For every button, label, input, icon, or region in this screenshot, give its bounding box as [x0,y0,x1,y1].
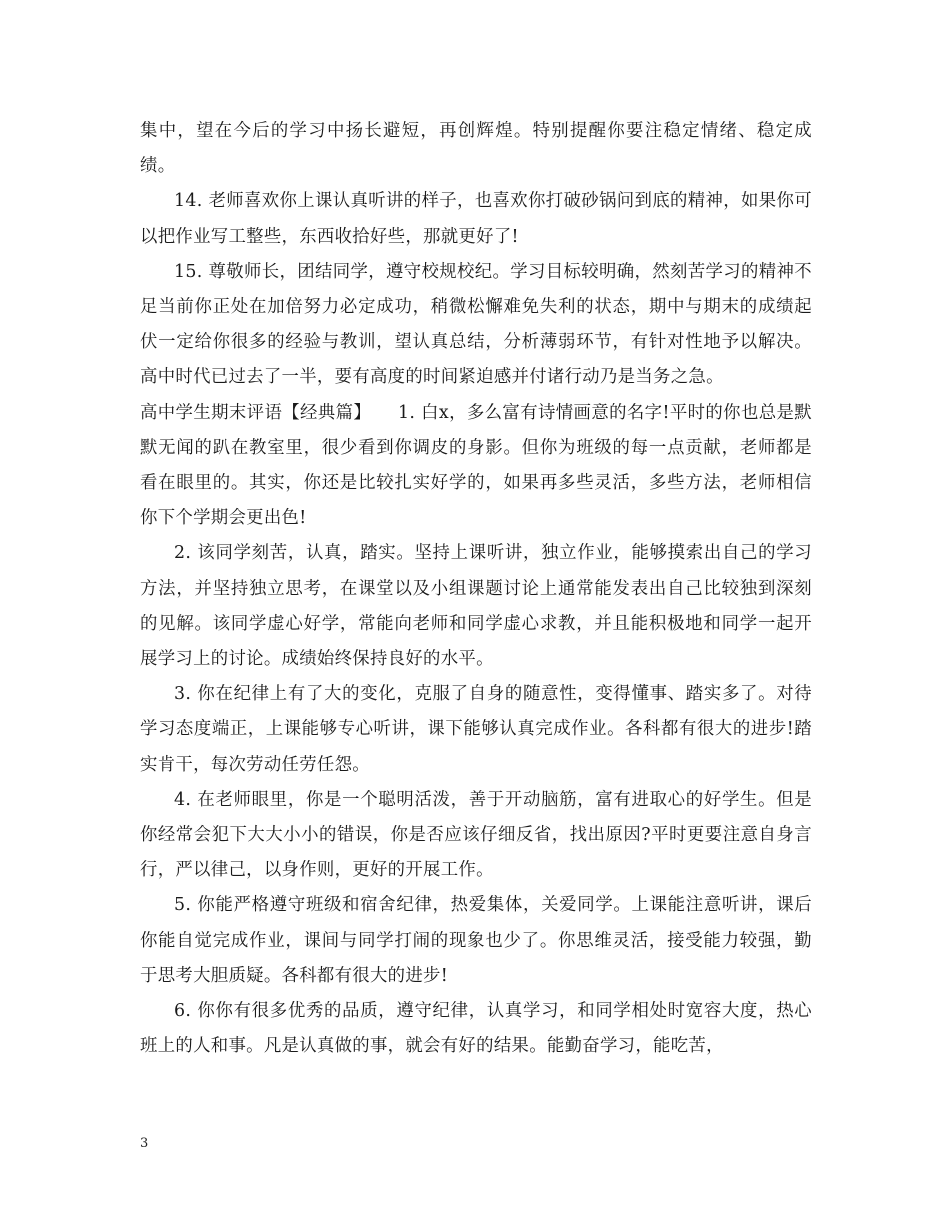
page-number: 3 [140,1136,149,1151]
section-heading-paragraph: 高中学生期末评语【经典篇】 1. 白x，多么富有诗情画意的名字!平时的你也总是默默无闻的趴在教室里，很少看到你调皮的身影。但你为班级的每一点贡献，老师都是看在眼里的。其实，你还是比较扎实好学的，如果再多些灵活，多些方法，老师相信你下个学期会更出色! [140,402,812,529]
paragraph-item-5: 5. 你能严格遵守班级和宿舍纪律，热爱集体，关爱同学。上课能注意听讲，课后你能自觉完成作业，课间与同学打闹的现象也少了。你思维灵活，接受能力较强，勤于思考大胆质疑。各科都有很大的进步! [140,895,812,986]
paragraph-item-15: 15. 尊敬师长，团结同学，遵守校规校纪。学习目标较明确，然刻苦学习的精神不足当前你正处在加倍努力必定成功，稍微松懈难免失利的状态，期中与期末的成绩起伏一定给你很多的经验与教训，望认真总结，分析薄弱环节，有针对性地予以解决。高中时代已过去了一半，要有高度的时间紧迫感并付诸行动乃是当务之急。 [140,261,812,388]
paragraph-item-2: 2. 该同学刻苦，认真，踏实。坚持上课听讲，独立作业，能够摸索出自己的学习方法，并坚持独立思考，在课堂以及小组课题讨论上通常能发表出自己比较独到深刻的见解。该同学虚心好学，常能向老师和同学虚心求教，并且能积极地和同学一起开展学习上的讨论。成绩始终保持良好的水平。 [140,543,812,670]
document-body [140,114,812,1064]
paragraph-item-14: 14. 老师喜欢你上课认真听讲的样子，也喜欢你打破砂锅问到底的精神，如果你可以把作业写工整些，东西收拾好些，那就更好了! [140,191,812,247]
paragraph-item-4: 4. 在老师眼里，你是一个聪明活泼，善于开动脑筋，富有进取心的好学生。但是你经常会犯下大大小小的错误，你是否应该仔细反省，找出原因?平时更要注意自身言行，严以律己，以身作则，更好的开展工作。 [140,789,812,881]
paragraph-item-6: 6. 你你有很多优秀的品质，遵守纪律，认真学习，和同学相处时宽容大度，热心班上的人和事。凡是认真做的事，就会有好的结果。能勤奋学习，能吃苦， [140,1001,812,1057]
paragraph-item-3: 3. 你在纪律上有了大的变化，克服了自身的随意性，变得懂事、踏实多了。对待学习态度端正，上课能够专心听讲，课下能够认真完成作业。各科都有很大的进步!踏实肯干，每次劳动任劳任怨。 [140,684,812,775]
paragraph-continuation: 集中，望在今后的学习中扬长避短，再创辉煌。特别提醒你要注稳定情绪、稳定成绩。 [140,121,812,177]
